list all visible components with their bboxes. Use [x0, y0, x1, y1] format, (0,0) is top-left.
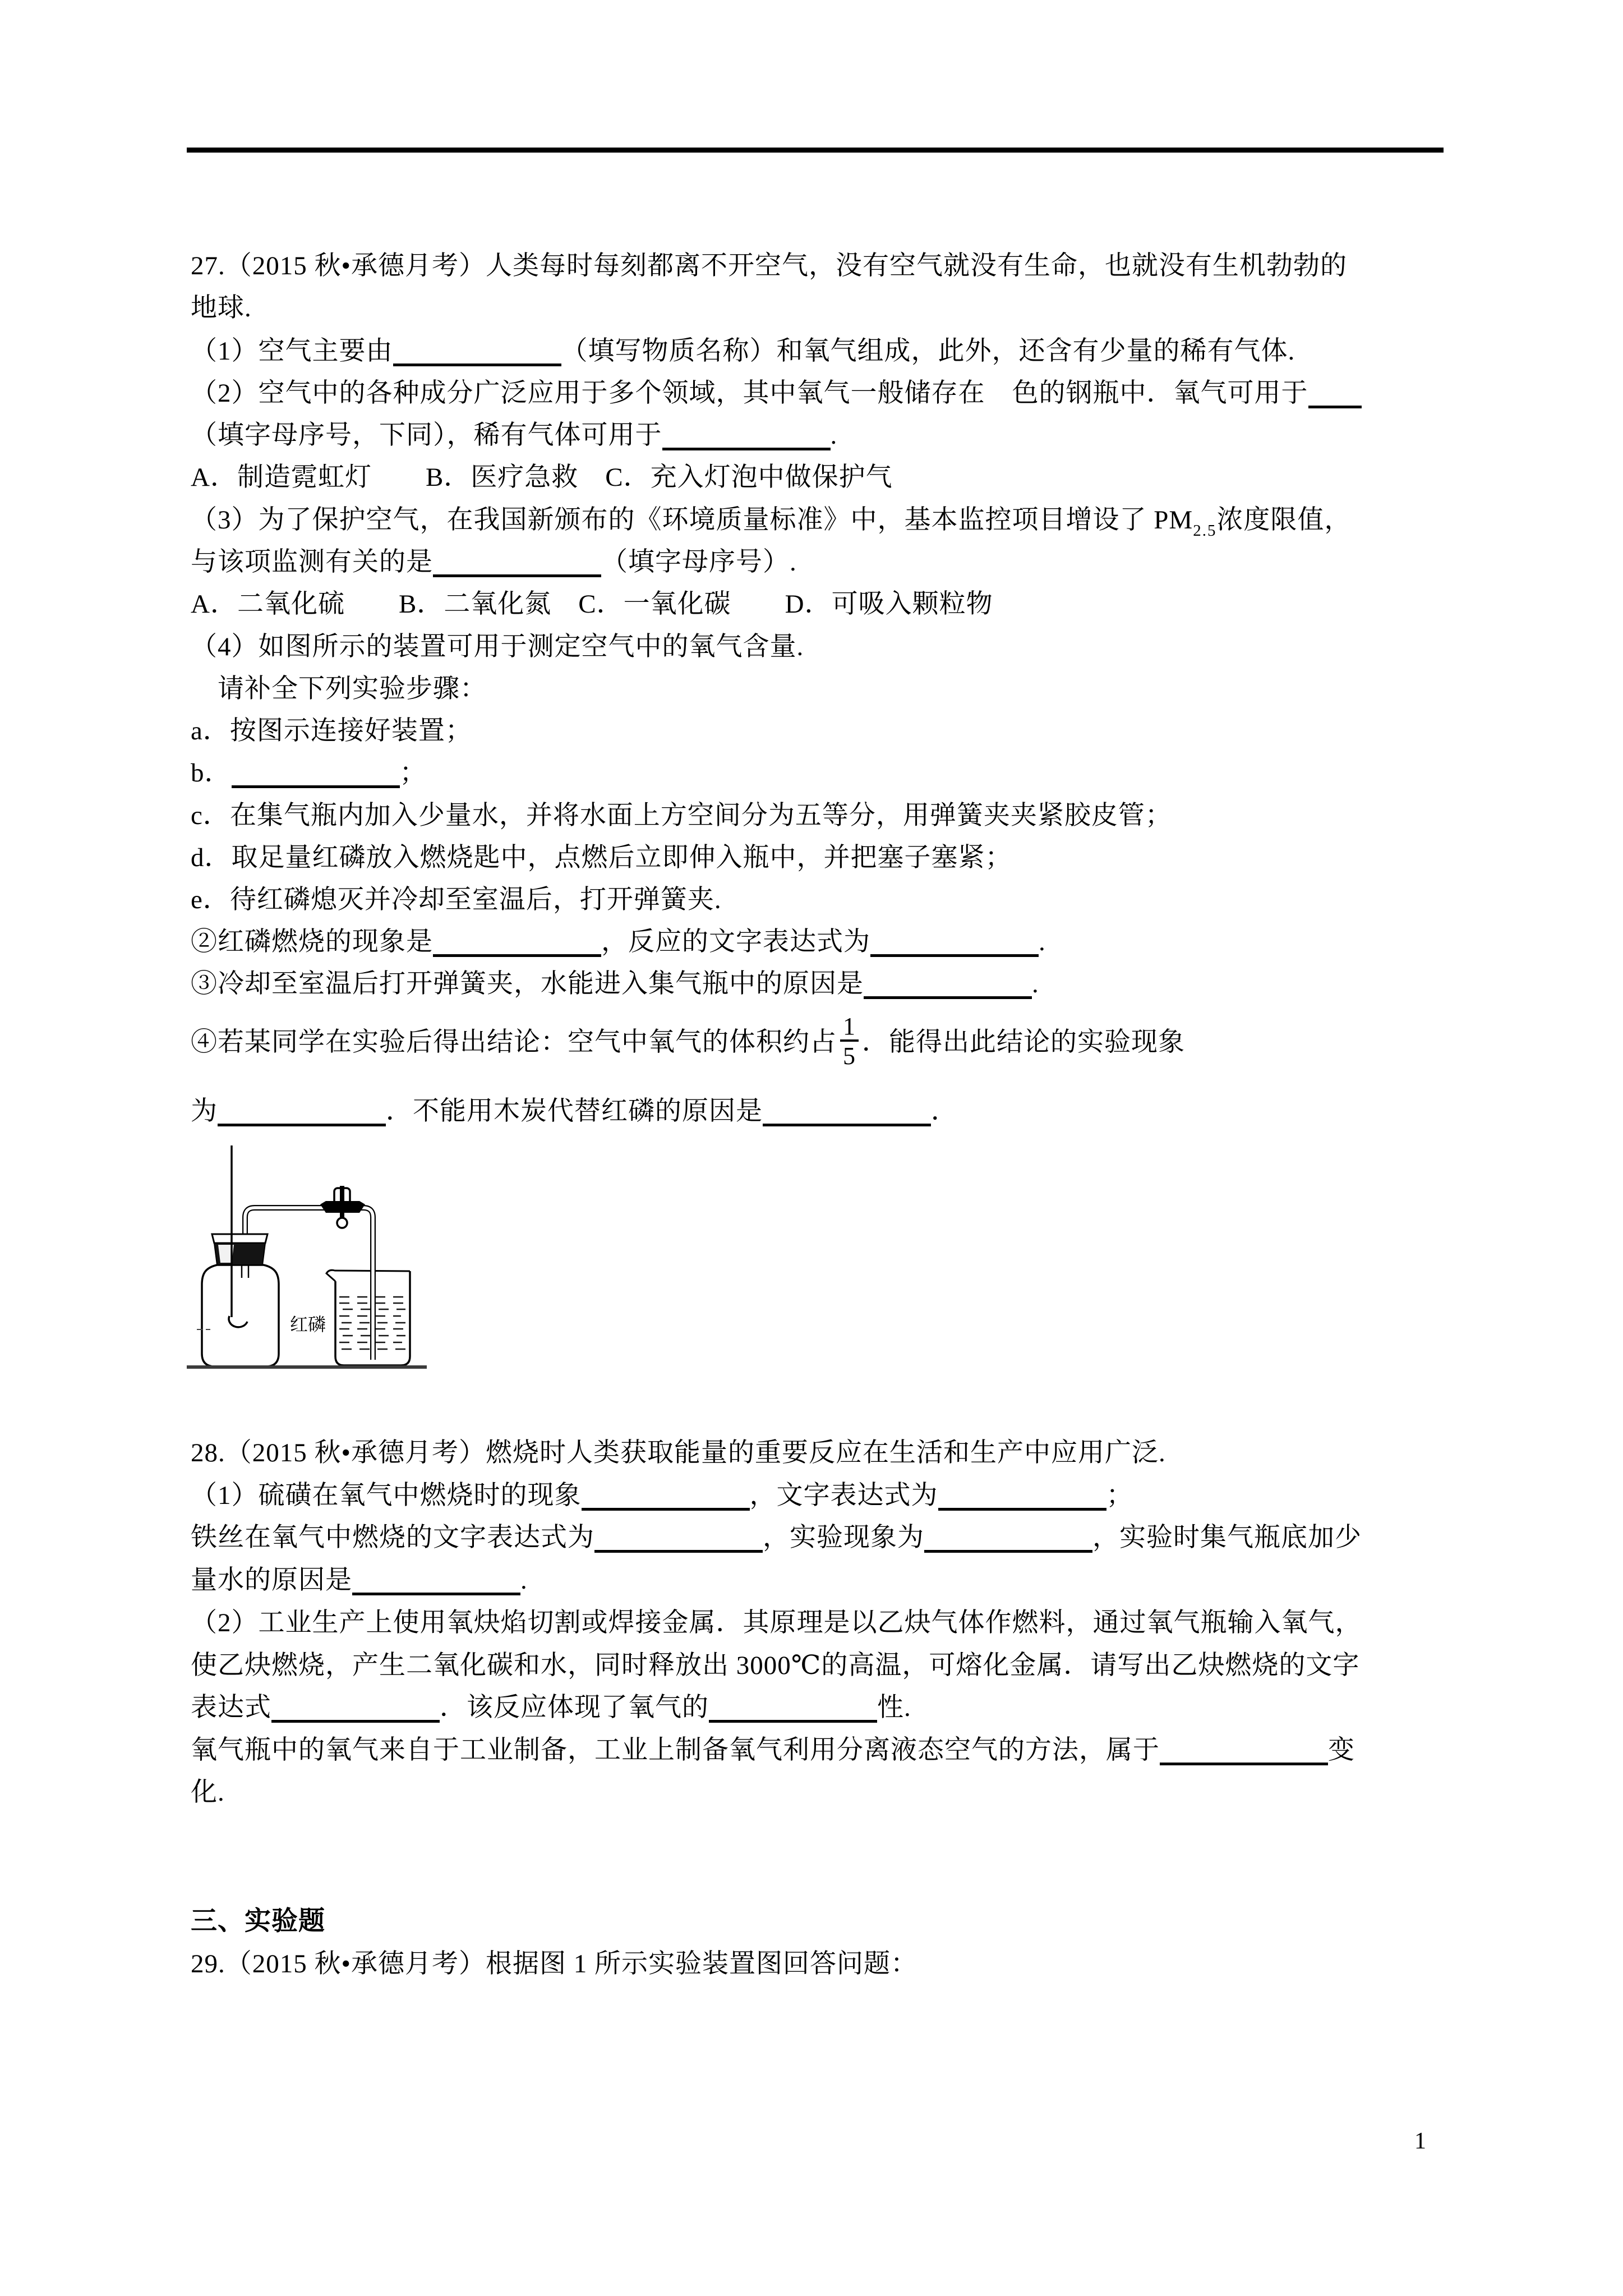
q28-part1-l2-mid: ，实验现象为	[763, 1523, 924, 1552]
q27-sub4b-post: ．	[931, 1097, 958, 1126]
q27-part2-text3: .	[830, 421, 838, 450]
q28-part2-text5: 化.	[191, 1778, 225, 1807]
q28-part2-l3-mid: ．该反应体现了氧气的	[440, 1693, 709, 1722]
q28-part2-line2	[191, 1645, 1359, 1687]
q27-part2-text2: （填字母序号，下同），稀有气体可用于	[191, 421, 662, 450]
answer-blank	[924, 1550, 1092, 1553]
q27-sub4-line2	[191, 1091, 958, 1133]
apparatus-diagram	[182, 1138, 429, 1373]
q27-intro-text1: 27.（2015 秋•承德月考）人类每时每刻都离不开空气，没有空气就没有生命，也就没有生机勃勃的	[191, 251, 1347, 280]
q27-part1-post: （填写物质名称）和氧气组成，此外，还含有少量的稀有气体.	[561, 337, 1295, 366]
q27-part3-pre: （3）为了保护空气，在我国新颁布的《环境质量标准》中，基本监控项目增设了 PM	[191, 505, 1193, 535]
q27-step-e-text: e．待红磷熄灭并冷却至室温后，打开弹簧夹.	[191, 885, 722, 914]
answer-blank	[433, 574, 601, 577]
q28-part1-pre: （1）硫磺在氧气中燃烧时的现象	[191, 1481, 582, 1510]
q27-step-d-text: d．取足量红磷放入燃烧匙中，点燃后立即伸入瓶中，并把塞子塞紧；	[191, 843, 1012, 872]
q27-part4-text: （4）如图所示的装置可用于测定空气中的氧气含量.	[191, 632, 804, 661]
q27-step-b-post: ；	[399, 758, 427, 788]
q27-sub4-post: ．能得出此结论的实验现象	[862, 1028, 1185, 1057]
pm25-subscript: 2.5	[1193, 522, 1217, 540]
q27-part3-options	[191, 583, 993, 625]
q27-step-c-text: c．在集气瓶内加入少量水，并将水面上方空间分为五等分，用弹簧夹夹紧胶皮管；	[191, 801, 1172, 830]
q27-sub2-post: .	[1039, 927, 1046, 956]
q28-intro-text: 28.（2015 秋•承德月考）燃烧时人类获取能量的重要反应在生活和生产中应用广泛.	[191, 1438, 1166, 1467]
section3-heading	[191, 1901, 325, 1943]
q28-part1-mid: ，文字表达式为	[749, 1481, 938, 1510]
answer-blank	[218, 1124, 386, 1126]
q27-part2-options	[191, 457, 893, 499]
q28-part1-l3-pre: 量水的原因是	[191, 1566, 352, 1595]
q27-part1-pre: （1）空气主要由	[191, 337, 393, 366]
q27-intro-line1	[191, 245, 1347, 287]
q28-part2-line1	[191, 1602, 1362, 1644]
q27-sub3-line	[191, 963, 1039, 1005]
q28-part2-l3-pre: 表达式	[191, 1693, 271, 1722]
q27-part2-text1: （2）空气中的各种成分广泛应用于多个领域，其中氧气一般储存在 色的钢瓶中．氧气可用于	[191, 379, 1308, 408]
q27-sub4b-mid: ．不能用木炭代替红磷的原因是	[386, 1097, 763, 1126]
q28-part2-l4-pre: 氧气瓶中的氧气来自于工业制备，工业上制备氧气利用分离液态空气的方法，属于	[191, 1736, 1160, 1765]
fraction-one-fifth	[840, 1013, 859, 1070]
q27-sub2-mid: ，反应的文字表达式为	[601, 927, 870, 956]
answer-blank	[352, 1593, 520, 1595]
answer-blank	[763, 1124, 931, 1126]
fraction-denominator: 5	[843, 1042, 856, 1070]
q28-part1-l2-pre: 铁丝在氧气中燃烧的文字表达式为	[191, 1523, 594, 1552]
ground-line	[187, 1365, 427, 1369]
q27-step-b	[191, 752, 427, 794]
q28-part2-l4-post: 变	[1328, 1736, 1355, 1765]
q27-sub3-pre: ③冷却至室温后打开弹簧夹，水能进入集气瓶中的原因是	[191, 969, 864, 999]
answer-blank	[1160, 1763, 1328, 1765]
q27-part2-line1	[191, 372, 1362, 415]
answer-blank	[232, 785, 400, 788]
answer-blank	[870, 954, 1039, 957]
oxygen-measurement-apparatus-figure	[182, 1138, 429, 1373]
q28-part2-line5	[191, 1772, 225, 1814]
q27-part3-post: 浓度限值，	[1216, 505, 1352, 535]
q27-intro-line2	[191, 287, 252, 329]
q29-intro-line	[191, 1943, 917, 1985]
stopper-rim	[212, 1234, 268, 1243]
header-rule	[187, 148, 1444, 153]
fraction-numerator: 1	[840, 1013, 859, 1042]
q27-intro-text2: 地球.	[191, 293, 252, 323]
q29-intro-text: 29.（2015 秋•承德月考）根据图 1 所示实验装置图回答问题：	[191, 1949, 917, 1978]
q27-part4-line	[191, 626, 804, 668]
answer-blank	[582, 1508, 750, 1511]
answer-blank	[271, 1720, 440, 1723]
q27-part3-line1	[191, 499, 1351, 541]
answer-blank	[864, 996, 1032, 999]
q28-part2-text1: （2）工业生产上使用氧炔焰切割或焊接金属．其原理是以乙炔气体作燃料，通过氧气瓶输入氧气，	[191, 1608, 1362, 1637]
q27-step-d	[191, 837, 1012, 879]
q28-part2-line4	[191, 1729, 1355, 1772]
q27-sub3-post: .	[1032, 969, 1039, 999]
q28-part1-post: ；	[1106, 1481, 1133, 1510]
q27-step-c	[191, 795, 1172, 837]
q28-part2-l3-post: 性.	[877, 1693, 911, 1722]
section3-heading-text: 三、实验题	[191, 1907, 325, 1936]
q27-part2-options-text: A．制造霓虹灯 B．医疗急救 C．充入灯泡中做保护气	[191, 463, 893, 492]
q27-sub2-line	[191, 921, 1046, 963]
q28-part2-line3	[191, 1687, 911, 1729]
answer-blank	[709, 1720, 877, 1723]
q28-part1-line2	[191, 1517, 1362, 1559]
q28-part1-l2-post: ，实验时集气瓶底加少	[1092, 1523, 1362, 1552]
gas-collecting-bottle	[202, 1265, 279, 1366]
q28-part1-l3-post: .	[520, 1566, 528, 1595]
q27-part3-options-text: A．二氧化硫 B．二氧化氮 C．一氧化碳 D．可吸入颗粒物	[191, 590, 993, 619]
red-phosphorus-label: 红磷	[290, 1314, 326, 1335]
q28-part2-text2: 使乙炔燃烧，产生二氧化碳和水，同时释放出 3000℃的高温，可熔化金属．请写出乙炔燃烧的文字	[191, 1651, 1360, 1680]
beaker-spout	[326, 1270, 410, 1281]
q27-part3-text2: 与该项监测有关的是	[191, 547, 433, 577]
q27-step-b-pre: b．	[191, 758, 232, 788]
q27-part2-line2	[191, 415, 837, 457]
q27-sub4-line1	[191, 1005, 1185, 1079]
q27-step-a-text: a．按图示连接好装置；	[191, 716, 472, 746]
q28-intro-line	[191, 1432, 1166, 1474]
page-number: 1	[1414, 2128, 1426, 2154]
q27-sub4-pre: ④若某同学在实验后得出结论：空气中氧气的体积约占	[191, 1028, 837, 1057]
q27-step-e	[191, 879, 722, 921]
answer-blank	[1308, 406, 1362, 408]
q28-part1-line3	[191, 1559, 528, 1602]
answer-blank	[433, 954, 601, 957]
clamp-loop	[337, 1218, 347, 1228]
q27-sub4b-pre: 为	[191, 1097, 218, 1126]
q27-part1-line	[191, 330, 1295, 372]
answer-blank	[393, 364, 561, 366]
spring-clamp	[320, 1201, 365, 1213]
q27-steps-intro	[191, 668, 487, 710]
q27-step-a	[191, 710, 472, 752]
answer-blank	[662, 448, 831, 450]
q27-sub2-pre: ②红磷燃烧的现象是	[191, 927, 433, 956]
q27-part3-line2	[191, 541, 797, 583]
q27-steps-intro-text: 请补全下列实验步骤：	[191, 674, 487, 703]
q27-part3-text3: （填字母序号）.	[601, 547, 797, 577]
answer-blank	[594, 1550, 763, 1553]
q28-part1-line1	[191, 1475, 1133, 1517]
answer-blank	[938, 1508, 1106, 1511]
